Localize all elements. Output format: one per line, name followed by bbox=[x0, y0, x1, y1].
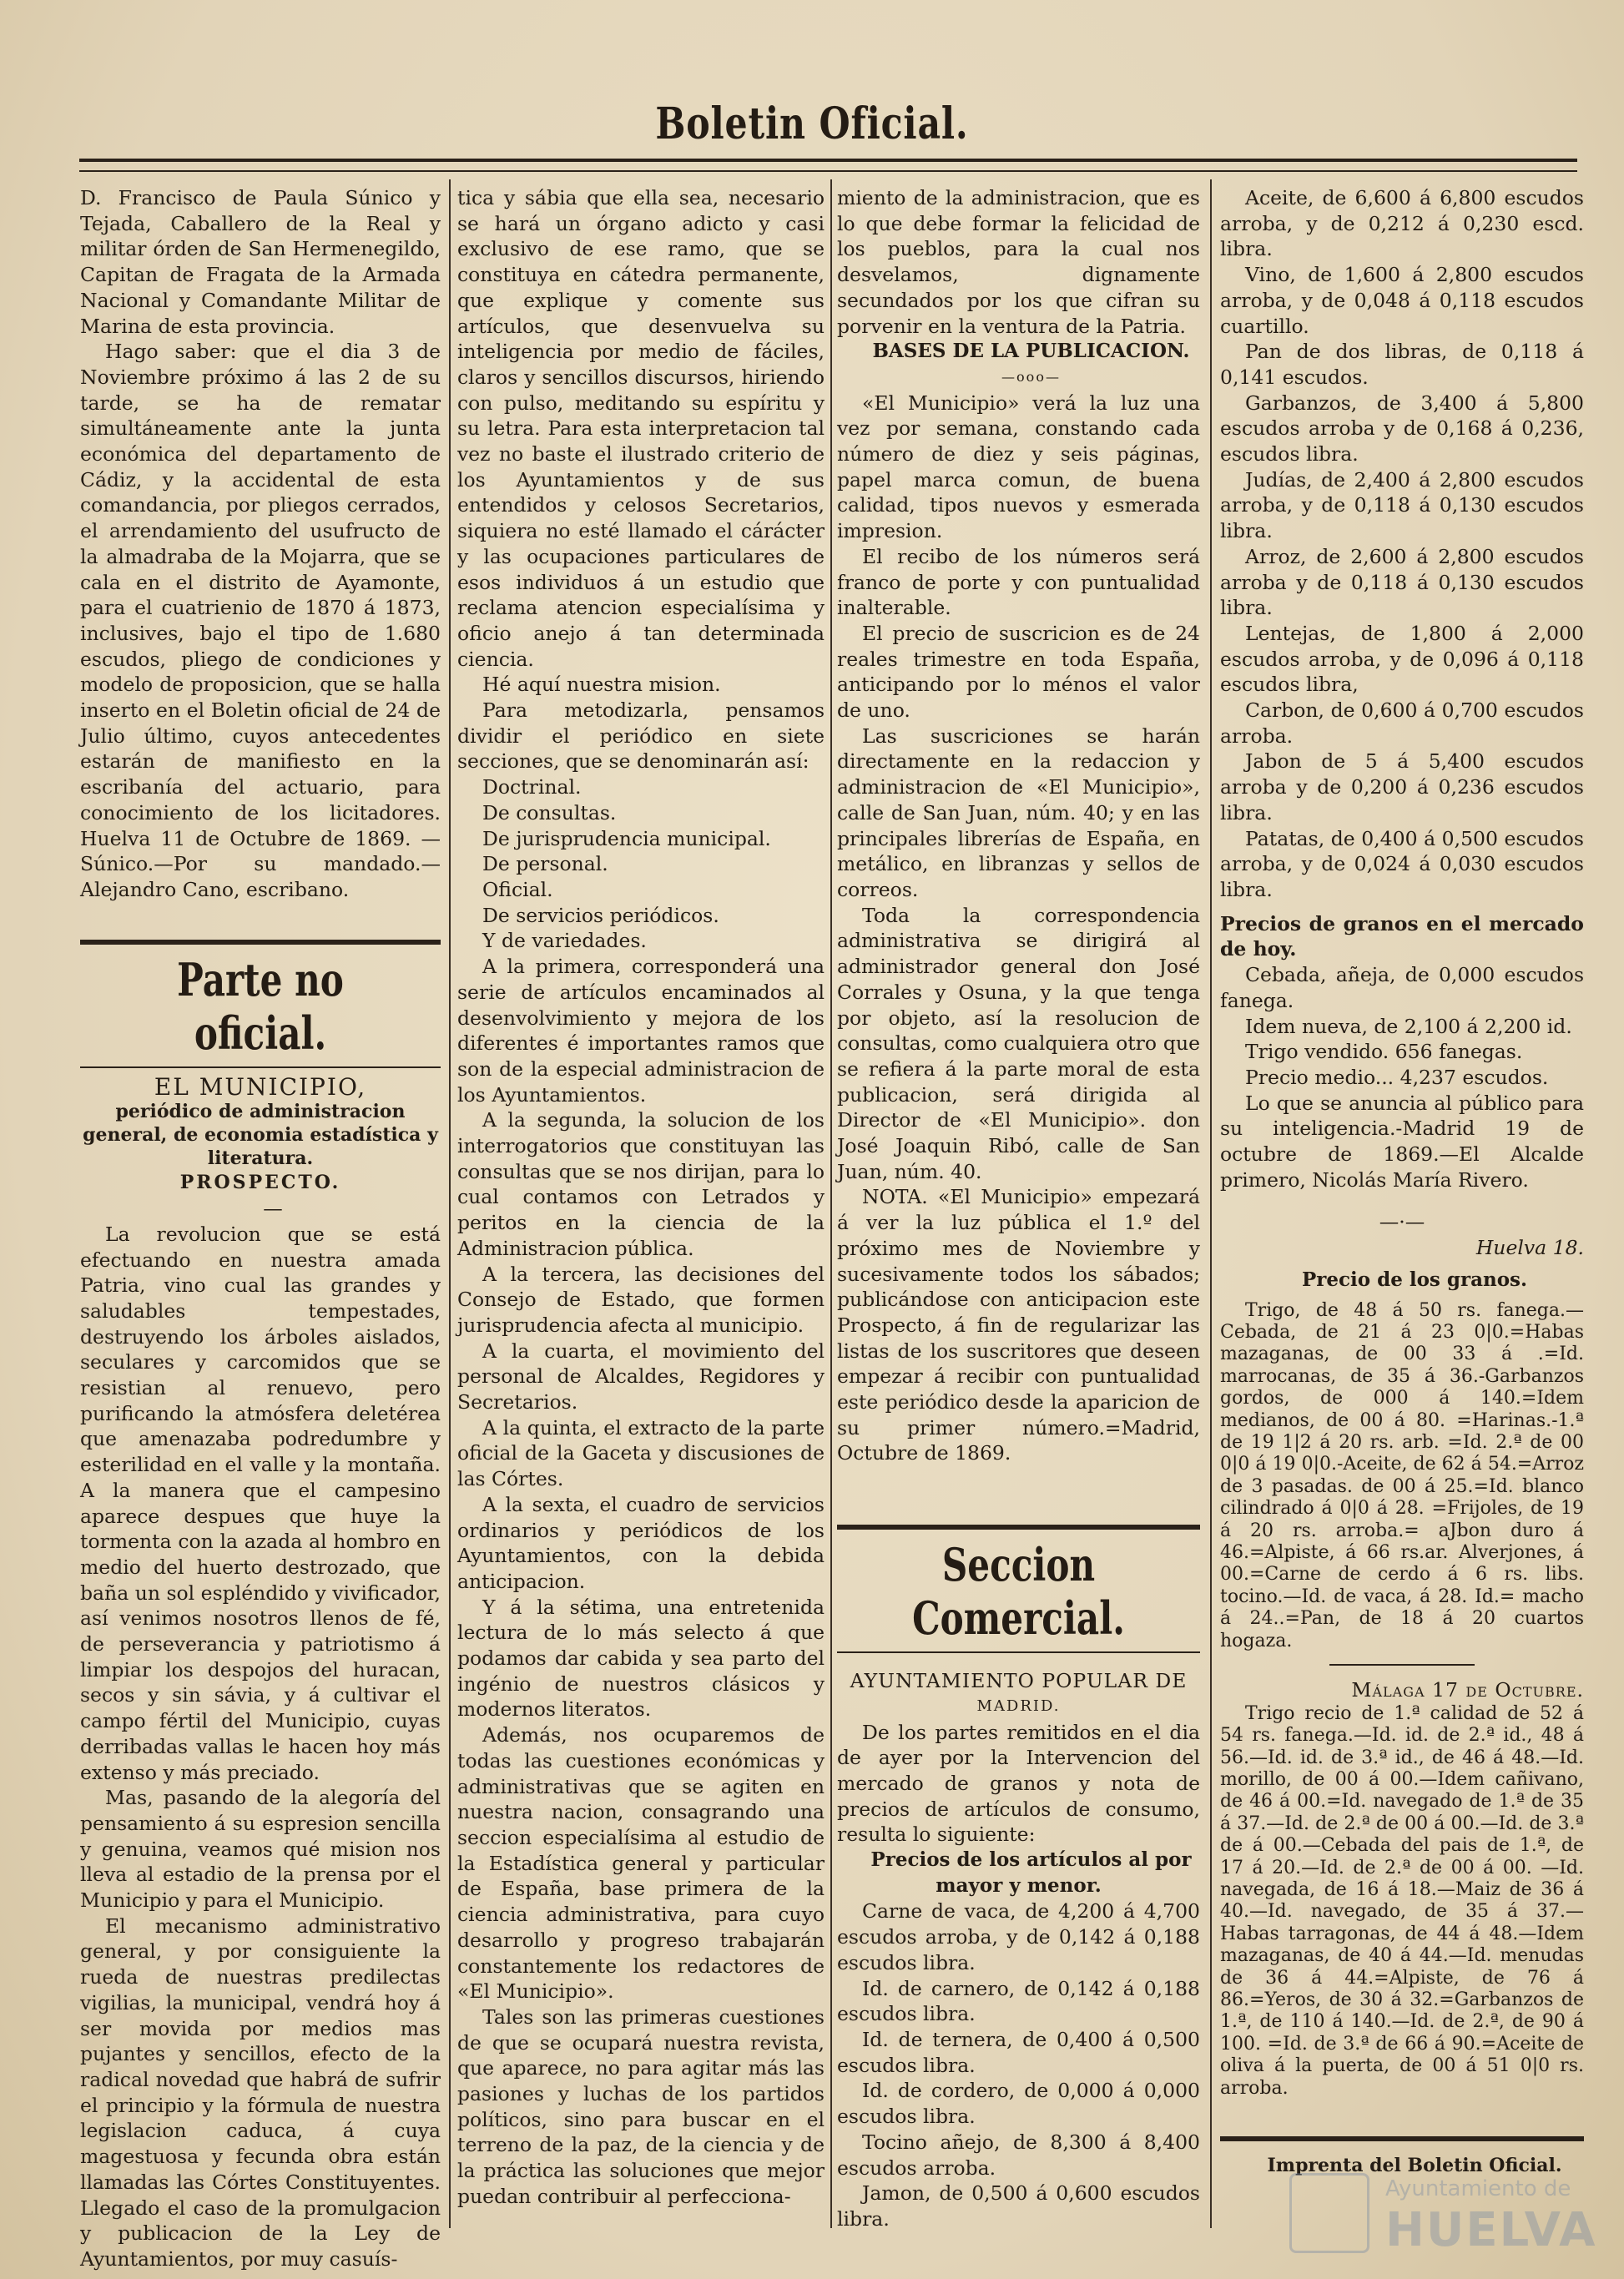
paragraph: De los partes remitidos en el dia de ayer por la Intervencion del mercado de granos y nota de precios de artículos de consumo, resulta lo siguiente: bbox=[837, 1720, 1200, 1847]
watermark-line-2: HUELVA bbox=[1385, 2203, 1597, 2257]
paragraph: El mecanismo administrativo general, y por consiguiente la rueda de nuestras predilectas vigilias, la municipal, vendrá hoy á ser movida por medios mas pujantes y sencillos, efecto de la radical novedad que habrá de sufrir el principio y la fórmula de nuestra legislacion caduca, á cuya magestuosa y fecunda obra están llamadas las Córtes Constituyentes. Llegado el caso de la promulgacion y publicacion de la Ley de Ayuntamientos, por muy casuís- bbox=[80, 1913, 441, 2271]
section-item: Oficial. bbox=[482, 877, 553, 901]
paragraph: Lo que se anuncia al público para su inteligencia.-Madrid 19 de octubre de 1869.—El Alcalde primero, Nicolás María Rivero. bbox=[1220, 1091, 1584, 1192]
notice-body: Hago saber: que el dia 3 de Noviembre próximo á las 2 de su tarde, se ha de rematar simultáneamente ante la junta económica del departamento de Cádiz, y la accidental de esta comandancia, por pliegos cerrados, el arrendamiento del usufructo de la almadraba de la Mojarra, que se cala en el distrito de Ayamonte, para el cuatrienio de 1870 á 1873, inclusives, bajo el tipo de 1.680 escudos, pliego de condiciones y modelo de proposicion, que se halla inserto en el Boletin oficial de 24 de Julio último, cuyos antecedentes estarán de manifiesto en la escribanía del actuario, para conocimiento de los licitadores. Huelva 11 de Octubre de 1869. —Súnico.—Por su mandado.—Alejandro Cano, escribano. bbox=[80, 340, 441, 901]
price-line: Arroz, de 2,600 á 2,800 escudos arroba y de 0,118 á 0,130 escudos libra. bbox=[1220, 544, 1584, 620]
seccion-comercial-heading: Seccion Comercial. bbox=[912, 1538, 1125, 1646]
el-municipio-title: EL MUNICIPIO, bbox=[154, 1072, 367, 1101]
price-line: Id. de carnero, de 0,142 á 0,188 escudos libra. bbox=[837, 1976, 1200, 2026]
section-item: De personal. bbox=[482, 852, 608, 876]
el-municipio-subtitle: periódico de administracion general, de economia estadística y literatura. bbox=[83, 1101, 438, 1170]
price-line: Id. de cordero, de 0,000 á 0,000 escudos libra. bbox=[837, 2079, 1200, 2129]
price-line: Patatas, de 0,400 á 0,500 escudos arroba, y de 0,024 á 0,030 escudos libra. bbox=[1220, 826, 1584, 901]
price-line: Lentejas, de 1,800 á 2,000 escudos arroba, y de 0,096 á 0,118 escudos libra, bbox=[1220, 621, 1584, 697]
price-line: Vino, de 1,600 á 2,800 escudos arroba, y de 0,048 á 0,118 escudos cuartillo. bbox=[1220, 263, 1584, 338]
paragraph: El recibo de los números será franco de porte y con puntualidad inalterable. bbox=[837, 544, 1200, 620]
paragraph: El precio de suscricion es de 24 reales trimestre en toda España, anticipando por lo ménos el valor de uno. bbox=[837, 621, 1200, 723]
section-rule bbox=[837, 1651, 1200, 1653]
paragraph: miento de la administracion, que es lo que debe formar la felicidad de los pueblos, para la cual nos desvelamos, dignamente secundados por los que cifran su porvenir en la ventura de la Patria. bbox=[837, 186, 1200, 338]
section-item: Doctrinal. bbox=[482, 775, 582, 799]
price-line: Garbanzos, de 3,400 á 5,800 escudos arroba y de 0,168 á 0,236, escudos libra. bbox=[1220, 391, 1584, 466]
paragraph: La revolucion que se está efectuando en nuestra amada Patria, vino cual las grandes y saludables tempestades, destruyendo los árboles aislados, seculares y carcomidos que se resistian al renuevo, pero purificando la atmósfera deletérea que amenazaba podredumbre y esterilidad en el valle y la montaña. A la manera que el campesino aparece despues que huye la tormenta con la azada al hombro en medio del huerto destrozado, que baña un sol espléndido y vivificador, así venimos nosotros llenos de fé, de perseverancia y patriotismo á limpiar los despojos del huracan, secos y sin sávia, y á cultivar el campo fértil del Municipio, cuyas derribadas vallas le hacen hoy más extenso y más preciado. bbox=[80, 1222, 441, 1784]
prospecto-heading: PROSPECTO. bbox=[179, 1172, 341, 1194]
granos-heading: Precios de granos en el mercado de hoy. bbox=[1220, 911, 1584, 961]
price-line: Precio medio... 4,237 escudos. bbox=[1245, 1065, 1549, 1089]
price-line: Pan de dos libras, de 0,118 á 0,141 escudos. bbox=[1220, 340, 1584, 389]
paragraph: Además, nos ocuparemos de todas las cuestiones económicas y administrativas que se agiten en nuestra nacion, consagrando una seccion especialísima al estudio de la Estadística general y particular de España, base primera de la ciencia administrativa, para cuyo desarrollo y progreso trabajarán constantemente los redactores de «El Municipio». bbox=[457, 1723, 825, 2004]
column-2 bbox=[457, 185, 825, 2246]
price-line: Carbon, de 0,600 á 0,700 escudos arroba. bbox=[1220, 698, 1584, 748]
paragraph: A la quinta, el extracto de la parte oficial de la Gaceta y discusiones de las Córtes. bbox=[457, 1415, 825, 1491]
coat-of-arms-icon bbox=[1289, 2173, 1369, 2253]
paragraph: A la tercera, las decisiones del Consejo de Estado, que formen jurisprudencia afecta al municipio. bbox=[457, 1262, 825, 1337]
price-line: Id. de ternera, de 0,400 á 0,500 escudos libra. bbox=[837, 2028, 1200, 2077]
archive-watermark bbox=[1289, 2161, 1598, 2261]
column-divider bbox=[449, 179, 451, 2228]
masthead-rule bbox=[79, 159, 1577, 172]
notice-heading-text: D. Francisco de Paula Súnico y Tejada, Caballero de la Real y militar órden de San Hermenegildo, Capitan de Fragata de la Armada Nacional y Comandante Militar de Marina de esta provincia. bbox=[80, 186, 441, 338]
paragraph: Y á la sétima, una entretenida lectura de lo más selecto á que podamos dar cabida y sea parto del ingénio de nuestros clásicos y modernos literatos. bbox=[457, 1595, 825, 1722]
price-line: Idem nueva, de 2,100 á 2,200 id. bbox=[1245, 1014, 1572, 1038]
masthead-title: Boletin Oficial. bbox=[655, 98, 969, 149]
column-divider bbox=[830, 179, 832, 2228]
section-rule bbox=[80, 940, 441, 945]
bases-heading: BASES DE LA PUBLICACION. bbox=[872, 340, 1190, 363]
price-line: Trigo vendido. 656 fanegas. bbox=[1245, 1040, 1523, 1064]
section-rule bbox=[837, 1525, 1200, 1530]
malaga-dateline: Málaga 17 de Octubre. bbox=[1351, 1678, 1584, 1702]
watermark-line-1: Ayuntamiento de bbox=[1385, 2176, 1571, 2201]
price-line: Carne de vaca, de 4,200 á 4,700 escudos arroba, y de 0,142 á 0,188 escudos libra. bbox=[837, 1899, 1200, 1974]
section-rule bbox=[80, 1066, 441, 1068]
sections-list bbox=[482, 774, 825, 954]
section-item: Y de variedades. bbox=[482, 929, 647, 953]
paragraph: Mas, pasando de la alegoría del pensamiento á su espresion sencilla y genuina, veamos qué mision nos lleva al estadio de la prensa por el Municipio y para el Municipio. bbox=[80, 1786, 441, 1913]
huelva-granos-heading: Precio de los granos. bbox=[1301, 1268, 1527, 1291]
paragraph: A la primera, corresponderá una serie de artículos encaminados al desenvolvimiento y mejora de los diferentes é importantes ramos que son de la especial administracion de los Ayuntamientos. bbox=[457, 955, 825, 1107]
price-line: Aceite, de 6,600 á 6,800 escudos arroba, y de 0,212 á 0,230 escd. libra. bbox=[1220, 186, 1584, 261]
column-4 bbox=[1220, 185, 1584, 2246]
paragraph: Para metodizarla, pensamos dividir el periódico en siete secciones, que se denominarán así: bbox=[457, 698, 825, 774]
section-item: De jurisprudencia municipal. bbox=[482, 826, 771, 850]
malaga-prices: Trigo recio de 1.ª calidad de 52 á 54 rs. fanega.—Id. id. de 2.ª id., 48 á 56.—Id. id. de 3.ª id., de 46 á 48.—Id. morillo, de 00 á 00.—Idem cañivano, de 46 á 00.=Id. navegado de 1.ª de 35 á 37.—Id. de 2.ª de 00 á 00.—Id. de 3.ª de á 00.—Cebada del pais de 1.ª, de 17 á 20.—Id. de 2.ª de 00 á 00. —Id. navegada, de 16 á 18.—Maiz de 36 á 40.—Id. navegado, de 35 á 37.— Habas tarragonas, de 44 á 48.—Idem mazaganas, de 40 á 44.—Id. menudas de 36 á 44.=Alpiste, de 76 á 86.=Yeros, de 30 á 32.=Garbanzos de 1.ª, de 110 á 140.—Id. de 2.ª, de 90 á 100. =Id. de 3.ª de 66 á 90.=Aceite de oliva á la puerta, de 00 á 51 0|0 rs. arroba. bbox=[1220, 1702, 1584, 2099]
huelva-dateline: Huelva 18. bbox=[1475, 1236, 1584, 1260]
ayuntamiento-city: MADRID. bbox=[976, 1697, 1061, 1715]
paragraph: «El Municipio» verá la luz una vez por semana, constando cada número de diez y seis páginas, papel marca comun, de buena calidad, tipos nuevos y esmerada impresion. bbox=[837, 391, 1200, 543]
section-rule bbox=[1220, 2136, 1584, 2141]
paragraph: A la segunda, la solucion de los interrogatorios que constituyan las consultas que se nos dirijan, para lo cual contamos con Letrados y peritos en la ciencia de la Administracion pública. bbox=[457, 1108, 825, 1260]
price-line: Tocino añejo, de 8,300 á 8,400 escudos arroba. bbox=[837, 2130, 1200, 2180]
ayuntamiento-heading: AYUNTAMIENTO POPULAR DE bbox=[850, 1669, 1188, 1693]
section-item: De servicios periódicos. bbox=[482, 903, 719, 927]
dash-ornament: — bbox=[263, 1197, 283, 1221]
column-divider bbox=[1210, 179, 1212, 2228]
parte-no-oficial-heading: Parte no oficial. bbox=[177, 952, 344, 1060]
price-line: Cebada, añeja, de 0,000 escudos fanega. bbox=[1220, 963, 1584, 1012]
paragraph: NOTA. «El Municipio» empezará á ver la luz pública el 1.º del próximo mes de Noviembre y sucesivamente todos los sábados; publicándose con anticipacion este Prospecto, á fin de regularizar las listas de los suscritores que deseen empezar á recibir con puntualidad este periódico desde la aparicion de su primer número.=Madrid, Octubre de 1869. bbox=[837, 1185, 1200, 1465]
divider-dash: —·— bbox=[1379, 1210, 1425, 1234]
column-1 bbox=[80, 185, 441, 2271]
imprenta-footer: Imprenta del Boletin Oficial. bbox=[1267, 2155, 1562, 2177]
short-rule bbox=[1329, 1664, 1475, 1666]
paragraph: A la sexta, el cuadro de servicios ordinarios y periódicos de los Ayuntamientos, con la debida anticipacion. bbox=[457, 1492, 825, 1593]
price-line: Judías, de 2,400 á 2,800 escudos arroba, y de 0,118 á 0,130 escudos libra. bbox=[1220, 467, 1584, 543]
paragraph: Hé aquí nuestra mision. bbox=[482, 673, 721, 697]
column-3 bbox=[837, 185, 1200, 2246]
paragraph: tica y sábia que ella sea, necesario se hará un órgano adicto y casi exclusivo de ese ramo, que se constituya en cátedra permanente, que explique y comente sus artículos, que desenvuelva su inteligencia por medio de fáciles, claros y sencillos discursos, hiriendo con pulso, meditando su espíritu y su letra. Para esta interpretacion tal vez no baste el ilustrado criterio de los Ayuntamientos y de sus entendidos y celosos Secretarios, siquiera no esté llamado el cárácter y las ocupaciones particulares de esos individuos á un estudio que reclama atencion especialísima y oficio anejo á tan determinada ciencia. bbox=[457, 186, 825, 671]
paragraph: Toda la correspondencia administrativa se dirigirá al administrador general don José Corrales y Osuna, y la que tenga por objeto, así la resolucion de consultas, como cualquiera otro que se refiera á la parte moral de esta publicacion, será dirigida al Director de «El Municipio». don José Joaquin Ribó, calle de San Juan, núm. 40. bbox=[837, 903, 1200, 1183]
huelva-prices: Trigo, de 48 á 50 rs. fanega.—Cebada, de 21 á 23 0|0.=Habas mazaganas, de 00 33 á .=Id. marrocanas, de 35 á 36.-Garbanzos gordos, de 000 á 140.=Idem medianos, de 00 á 80. =Harinas.-1.ª de 19 1|2 á 20 rs. arb. =Id. 2.ª de 00 0|0 á 19 0|0.-Aceite, de 62 á 54.=Arroz de 3 pasadas. de 00 á 25.=Id. blanco cilindrado á 0|0 á 28. =Frijoles, de 19 á 20 rs. arroba.= aJbon duro á 46.=Alpiste, á 66 rs.ar. Alverjones, á 00.=Carne de cerdo á 6 rs. libs. tocino.—Id. de vaca, á 28. Id.= macho á 24..=Pan, de 18 á 20 cuartos hogaza. bbox=[1220, 1299, 1584, 1651]
paragraph: Tales son las primeras cuestiones de que se ocupará nuestra revista, que aparece, no para agitar más las pasiones y luchas de los partidos políticos, sino para buscar en el terreno de la paz, de la ciencia y de la práctica las soluciones que mejor puedan contribuir al perfecciona- bbox=[457, 2004, 825, 2208]
paragraph: A la cuarta, el movimiento del personal de Alcaldes, Regidores y Secretarios. bbox=[457, 1339, 825, 1414]
price-line: Jabon de 5 á 5,400 escudos arroba y de 0,200 á 0,236 escudos libra. bbox=[1220, 749, 1584, 824]
paragraph: Las suscriciones se harán directamente en la redaccion y administracion de «El Municipio», calle de San Juan, núm. 40; y en las principales librerías de España, en metálico, en libranzas y sellos de correos. bbox=[837, 724, 1200, 901]
precios-heading: Precios de los artículos al por mayor y menor. bbox=[870, 1848, 1192, 1897]
price-line: Jamon, de 0,500 á 0,600 escudos libra. bbox=[837, 2181, 1200, 2231]
ornament-divider: —ooo— bbox=[1001, 368, 1061, 385]
section-item: De consultas. bbox=[482, 800, 617, 824]
